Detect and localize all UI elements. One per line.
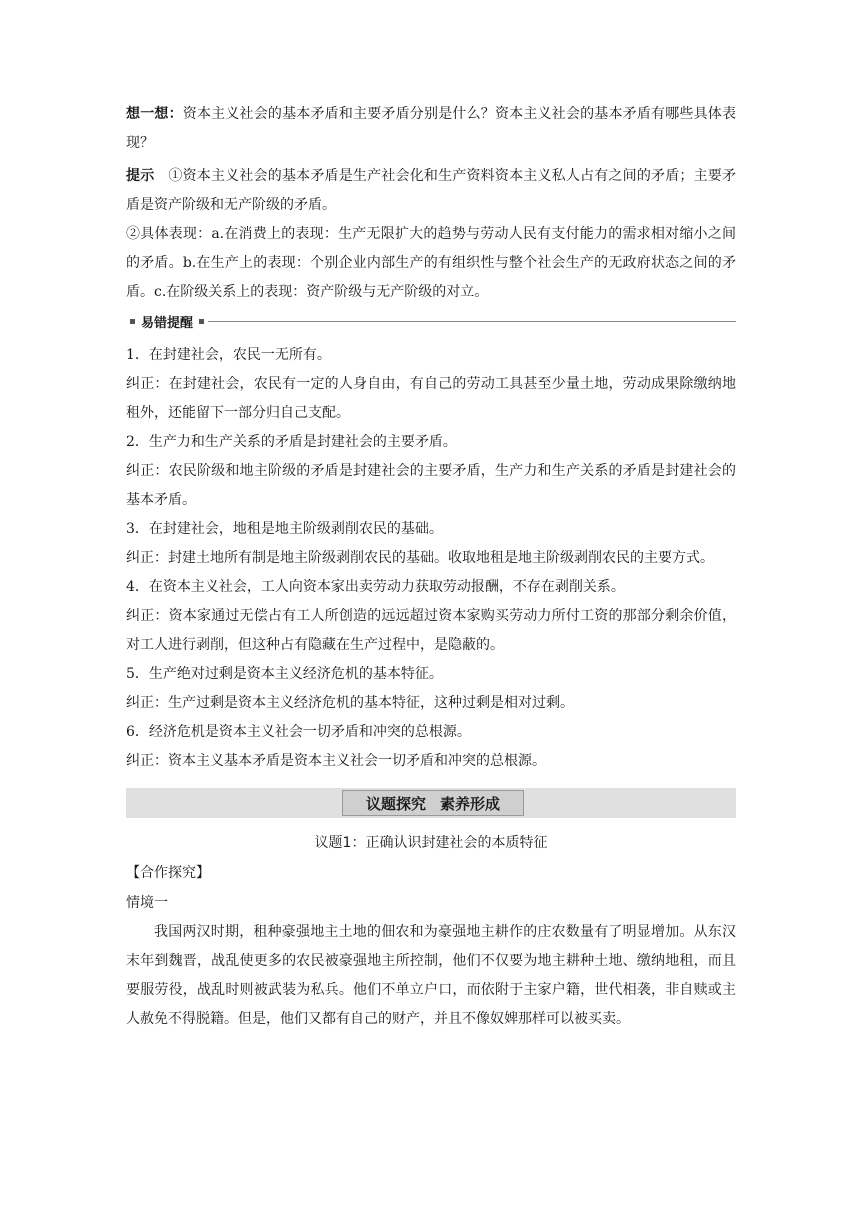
error-correction: 纠正：农民阶级和地主阶级的矛盾是封建社会的主要矛盾，生产力和生产关系的矛盾是封建社会的基本矛盾。	[126, 463, 736, 508]
banner-right-text: 素养形成	[440, 794, 501, 813]
errors-list	[126, 341, 736, 776]
tip-point-1: ①资本主义社会的基本矛盾是生产社会化和生产资料资本主义私人占有之间的矛盾；主要矛盾是资产阶级和无产阶级的矛盾。	[126, 168, 736, 213]
cooperate-heading: 【合作探究】	[126, 865, 210, 881]
tip-label: 提示	[126, 168, 155, 184]
divider-line	[208, 321, 736, 322]
error-correction: 纠正：生产过剩是资本主义经济危机的基本特征，这种过剩是相对过剩。	[126, 695, 574, 711]
error-correction: 纠正：资本主义基本矛盾是资本主义社会一切矛盾和冲突的总根源。	[126, 753, 546, 769]
topic-title: 议题1：正确认识封建社会的本质特征	[314, 835, 548, 851]
scene-heading: 情境一	[126, 895, 168, 911]
banner-left-text: 议题探究	[365, 794, 426, 813]
error-question: 3．在封建社会，地租是地主阶级剥削农民的基础。	[126, 521, 443, 537]
error-question: 1．在封建社会，农民一无所有。	[126, 347, 331, 363]
think-label: 想一想：	[126, 106, 183, 122]
error-question: 6．经济危机是资本主义社会一切矛盾和冲突的总根源。	[126, 724, 471, 740]
tip-point-2: ②具体表现：a.在消费上的表现：生产无限扩大的趋势与劳动人民有支付能力的需求相对缩小之间的矛盾。b.在生产上的表现：个别企业内部生产的有组织性与整个社会生产的无政府状态之间的矛盾。c.在阶级关系上的表现：资产阶级与无产阶级的对立。	[126, 226, 736, 300]
error-correction: 纠正：封建土地所有制是地主阶级剥削农民的基础。收取地租是地主阶级剥削农民的主要方式。	[126, 550, 714, 566]
document-page	[126, 100, 736, 1034]
scene-text: 我国两汉时期，租种豪强地主土地的佃农和为豪强地主耕作的庄农数量有了明显增加。从东汉末年到魏晋，战乱使更多的农民被豪强地主所控制，他们不仅要为地主耕种土地、缴纳地租，而且要服劳役，战乱时则被武装为私兵。他们不单立户口，而依附于主家户籍，世代相袭，非自赎或主人赦免不得脱籍。但是，他们又都有自己的财产，并且不像奴婢那样可以被买卖。	[126, 924, 736, 1027]
error-correction: 纠正：资本家通过无偿占有工人所创造的远远超过资本家购买劳动力所付工资的那部分剩余价值，对工人进行剥削，但这种占有隐藏在生产过程中，是隐蔽的。	[126, 608, 736, 653]
square-bullet-icon	[130, 319, 135, 324]
error-question: 4．在资本主义社会，工人向资本家出卖劳动力获取劳动报酬，不存在剥削关系。	[126, 579, 625, 595]
error-correction: 纠正：在封建社会，农民有一定的人身自由，有自己的劳动工具甚至少量土地，劳动成果除缴纳地租外，还能留下一部分归自己支配。	[126, 376, 736, 421]
banner-box	[342, 790, 524, 816]
section-banner	[126, 788, 736, 818]
tip-paragraph	[126, 162, 736, 220]
square-bullet-icon	[199, 319, 204, 324]
errors-header	[126, 311, 736, 331]
error-question: 2．生产力和生产关系的矛盾是封建社会的主要矛盾。	[126, 434, 457, 450]
errors-title: 易错提醒	[141, 315, 194, 331]
think-text: 资本主义社会的基本矛盾和主要矛盾分别是什么？资本主义社会的基本矛盾有哪些具体表现？	[126, 106, 737, 151]
think-paragraph	[126, 100, 736, 158]
error-question: 5．生产绝对过剩是资本主义经济危机的基本特征。	[126, 666, 443, 682]
